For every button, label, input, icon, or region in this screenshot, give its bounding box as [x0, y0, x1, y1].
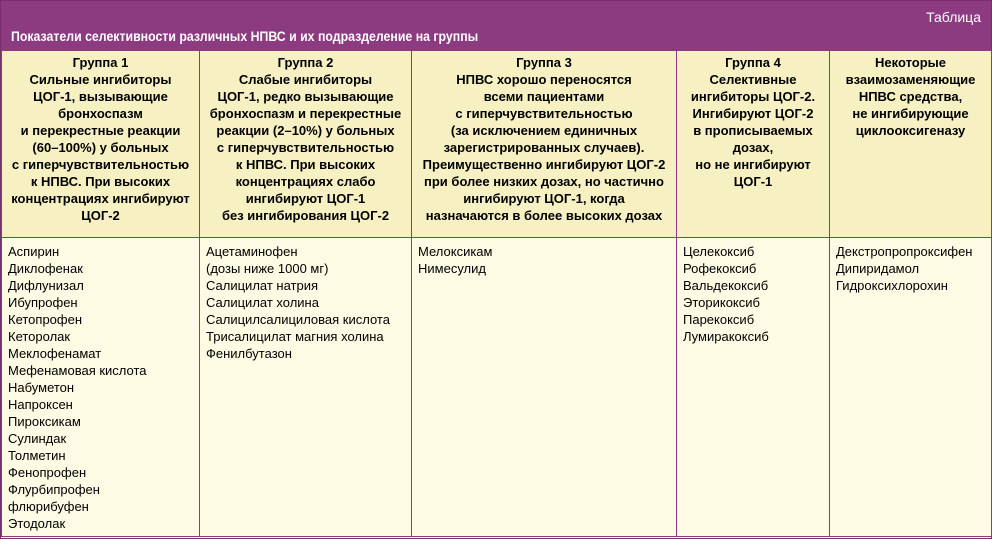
header-line: Группа 4 — [725, 55, 781, 70]
list-item: Декстропропроксифен — [836, 244, 973, 259]
nsaid-groups-table — [1, 50, 992, 537]
header-line: без ингибирования ЦОГ-2 — [221, 208, 390, 223]
column-header-group-3 — [412, 51, 677, 238]
list-item: Вальдекоксиб — [683, 278, 769, 293]
header-line: зарегистрированных случаев). — [443, 140, 645, 155]
list-item: Эторикоксиб — [683, 295, 760, 310]
list-item: Трисалицилат магния холина — [206, 329, 384, 344]
header-line: концентрациях слабо — [235, 174, 376, 189]
list-item: Аспирин — [8, 244, 60, 259]
table-tag-label: Таблица — [926, 9, 981, 25]
table-title: Показатели селективности различных НПВС и их подразделение на группы — [11, 28, 479, 44]
header-line: Некоторые — [875, 55, 946, 70]
header-line: ингибируют ЦОГ-1 — [245, 191, 366, 206]
table-row — [2, 238, 992, 537]
header-line: бронхоспазм и перекрестные — [209, 106, 402, 121]
list-item: Меклофенамат — [8, 346, 102, 361]
list-item: Напроксен — [8, 397, 73, 412]
list-item: Мефенамовая кислота — [8, 363, 147, 378]
list-item: Фенопрофен — [8, 465, 87, 480]
drug-list-group-4 — [677, 238, 830, 537]
list-item: Салицилат натрия — [206, 278, 319, 293]
list-item: флюрибуфен — [8, 499, 89, 514]
header-line: дозах, — [732, 140, 774, 155]
list-item: Мелоксикам — [418, 244, 493, 259]
header-line: ЦОГ-1, вызывающие — [33, 89, 168, 104]
column-header-group-1 — [2, 51, 200, 238]
header-line: с гиперчувствительностью — [216, 140, 395, 155]
list-item: Диклофенак — [8, 261, 83, 276]
table-title-bar — [1, 1, 991, 50]
header-line: Группа 1 — [72, 55, 129, 70]
header-line: с гиперчувствительностью — [455, 106, 633, 121]
list-item: Сулиндак — [8, 431, 67, 446]
list-item: Толметин — [8, 448, 66, 463]
list-item: Нимесулид — [418, 261, 486, 276]
list-item: Кетопрофен — [8, 312, 83, 327]
header-line: при более низких дозах, но частично — [424, 174, 664, 189]
header-line: Группа 2 — [277, 55, 334, 70]
header-line: Преимущественно ингибируют ЦОГ-2 — [422, 157, 666, 172]
list-item: Дифлунизал — [8, 278, 84, 293]
list-item: Фенилбутазон — [206, 346, 292, 361]
list-item: Парекоксиб — [683, 312, 755, 327]
header-line: взаимозаменяющие — [845, 72, 976, 87]
header-line: бронхоспазм — [58, 106, 143, 121]
header-line: (за исключением единичных — [450, 123, 638, 138]
header-line: реакции (2–10%) у больных — [216, 123, 395, 138]
column-header-group-2 — [200, 51, 412, 238]
list-item: Ибупрофен — [8, 295, 78, 310]
header-line: Селективные — [709, 72, 797, 87]
column-header-non-cox — [830, 51, 992, 238]
header-line: ЦОГ-1 — [733, 174, 773, 189]
header-line: к НПВС. При высоких — [235, 157, 376, 172]
header-line: и перекрестные реакции — [20, 123, 181, 138]
header-line: ингибируют ЦОГ-1, когда — [463, 191, 625, 206]
header-line: Ингибируют ЦОГ-2 — [692, 106, 814, 121]
list-item: Целекоксиб — [683, 244, 755, 259]
header-line: ЦОГ-2 — [81, 208, 120, 223]
list-item: Набуметон — [8, 380, 75, 395]
header-line: в прописываемых — [693, 123, 813, 138]
list-item: Кеторолак — [8, 329, 71, 344]
header-line: концентрациях ингибируют — [11, 191, 190, 206]
drug-list-group-2 — [200, 238, 412, 537]
list-item: Рофекоксиб — [683, 261, 757, 276]
header-line: ЦОГ-1, редко вызывающие — [217, 89, 394, 104]
header-line: (60–100%) у больных — [32, 140, 169, 155]
drug-list-non-cox — [830, 238, 992, 537]
list-item: (дозы ниже 1000 мг) — [206, 261, 329, 276]
list-item: Салицилат холина — [206, 295, 319, 310]
header-line: с гиперчувствительностью — [11, 157, 190, 172]
header-line: назначаются в более высоких дозах — [425, 208, 663, 223]
header-line: циклооксигеназу — [855, 123, 966, 138]
header-line: всеми пациентами — [483, 89, 605, 104]
header-line: Сильные ингибиторы — [29, 72, 172, 87]
list-item: Гидроксихлорохин — [836, 278, 948, 293]
list-item: Дипиридамол — [836, 261, 920, 276]
list-item: Флурбипрофен — [8, 482, 100, 497]
column-header-group-4 — [677, 51, 830, 238]
header-line: не ингибирующие — [852, 106, 969, 121]
list-item: Ацетаминофен — [206, 244, 298, 259]
header-line: но не ингибируют — [695, 157, 811, 172]
header-line: НПВС хорошо переносятся — [456, 72, 632, 87]
drug-list-group-3 — [412, 238, 677, 537]
drug-list-group-1 — [2, 238, 200, 537]
header-line: НПВС средства, — [858, 89, 963, 104]
list-item: Пироксикам — [8, 414, 81, 429]
list-item: Этодолак — [8, 516, 66, 531]
header-line: Группа 3 — [516, 55, 572, 70]
list-item: Лумиракоксиб — [683, 329, 769, 344]
header-line: к НПВС. При высоких — [30, 174, 171, 189]
list-item: Салицилсалициловая кислота — [206, 312, 390, 327]
header-line: ингибиторы ЦОГ-2. — [690, 89, 816, 104]
table-header-row — [2, 51, 992, 238]
header-line: Слабые ингибиторы — [238, 72, 373, 87]
